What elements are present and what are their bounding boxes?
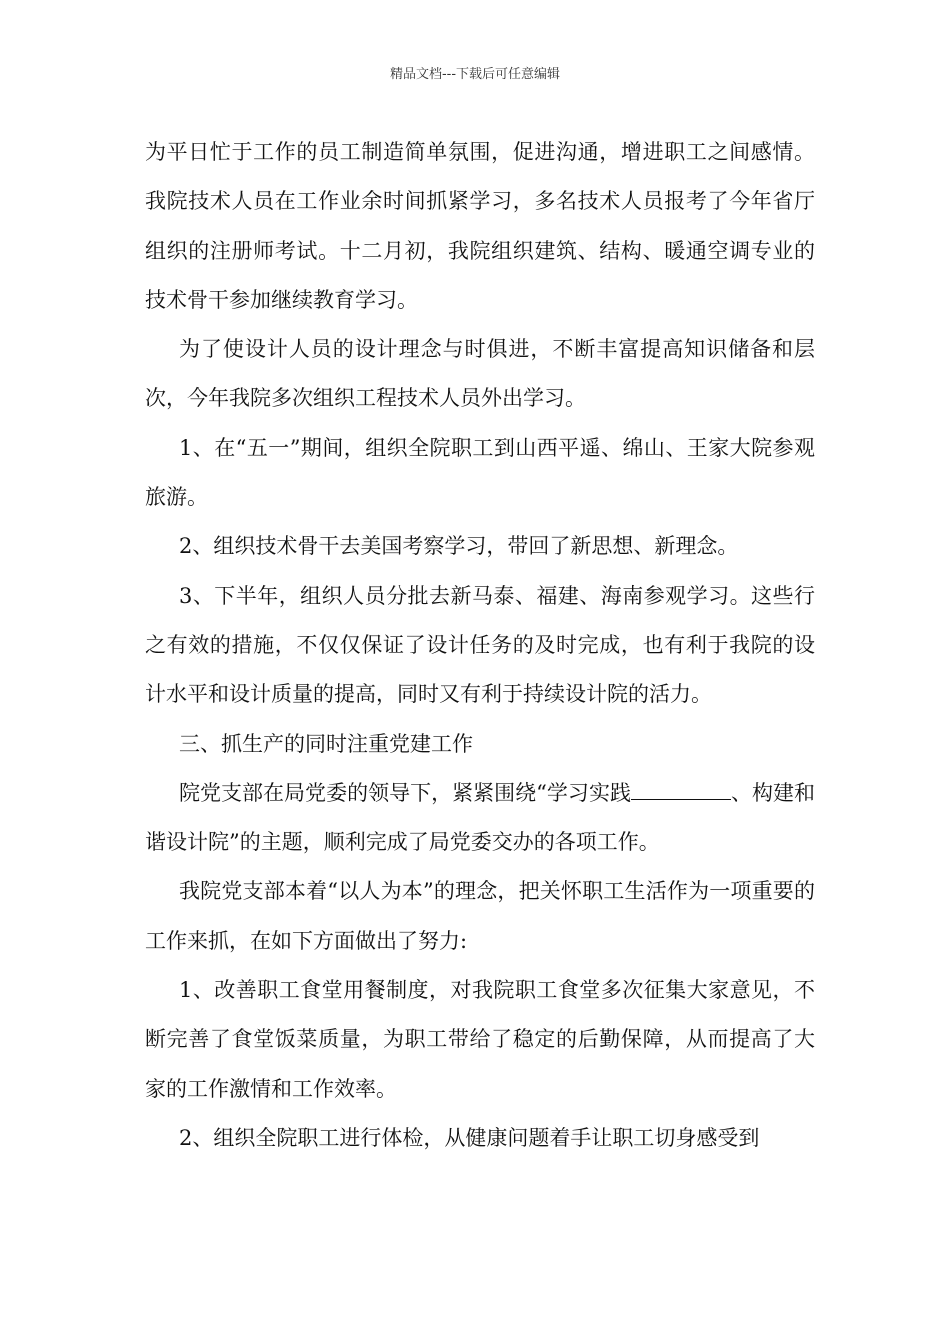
- paragraph-health-check: 2、组织全院职工进行体检，从健康问题着手让职工切身感受到: [179, 1125, 760, 1150]
- paragraph-staff-activities: 为平日忙于工作的员工制造简单氛围，促进沟通，增进职工之间感情。我院技术人员在工作业余时间抓紧学习，多名技术人员报考了今年省厅组织的注册师考试。十二月初，我院组织建筑、结构、暖通空调专业的技术骨干参加继续教育学习。: [145, 140, 815, 312]
- paragraph-party-branch: [145, 769, 815, 868]
- party-branch-text-before: 院党支部在局党委的领导下，紧紧围绕“学习实践: [179, 780, 631, 805]
- paragraph-canteen: 1、改善职工食堂用餐制度，对我院职工食堂多次征集大家意见，不断完善了食堂饭菜质量，为职工带给了稳定的后勤保障，从而提高了大家的工作激情和工作效率。: [145, 978, 815, 1101]
- paragraph-may-day-trip: 1、在“五一”期间，组织全院职工到山西平遥、绵山、王家大院参观旅游。: [145, 435, 815, 510]
- paragraph-second-half-study: 3、下半年，组织人员分批去新马泰、福建、海南参观学习。这些行之有效的措施，不仅仅保证了设计任务的及时完成，也有利于我院的设计水平和设计质量的提高，同时又有利于持续设计院的活力。: [145, 583, 815, 707]
- paragraph-people-oriented: 我院党支部本着“以人为本”的理念，把关怀职工生活作为一项重要的工作来抓，在如下方面做出了努力:: [145, 879, 815, 953]
- document-body: [145, 128, 815, 1163]
- section-heading-party-building: 三、抓生产的同时注重党建工作: [179, 731, 473, 756]
- paragraph-design-philosophy: 为了使设计人员的设计理念与时俱进，不断丰富提高知识储备和层次，今年我院多次组织工程技术人员外出学习。: [145, 337, 815, 411]
- paragraph-usa-study: 2、组织技术骨干去美国考察学习，带回了新思想、新理念。: [179, 534, 739, 559]
- page-header: 精品文档---下载后可任意编辑: [389, 67, 561, 82]
- fill-in-blank: [631, 781, 731, 800]
- party-branch-text-after: 、构建和谐设计院”的主题，顺利完成了局党委交办的各项工作。: [145, 780, 816, 855]
